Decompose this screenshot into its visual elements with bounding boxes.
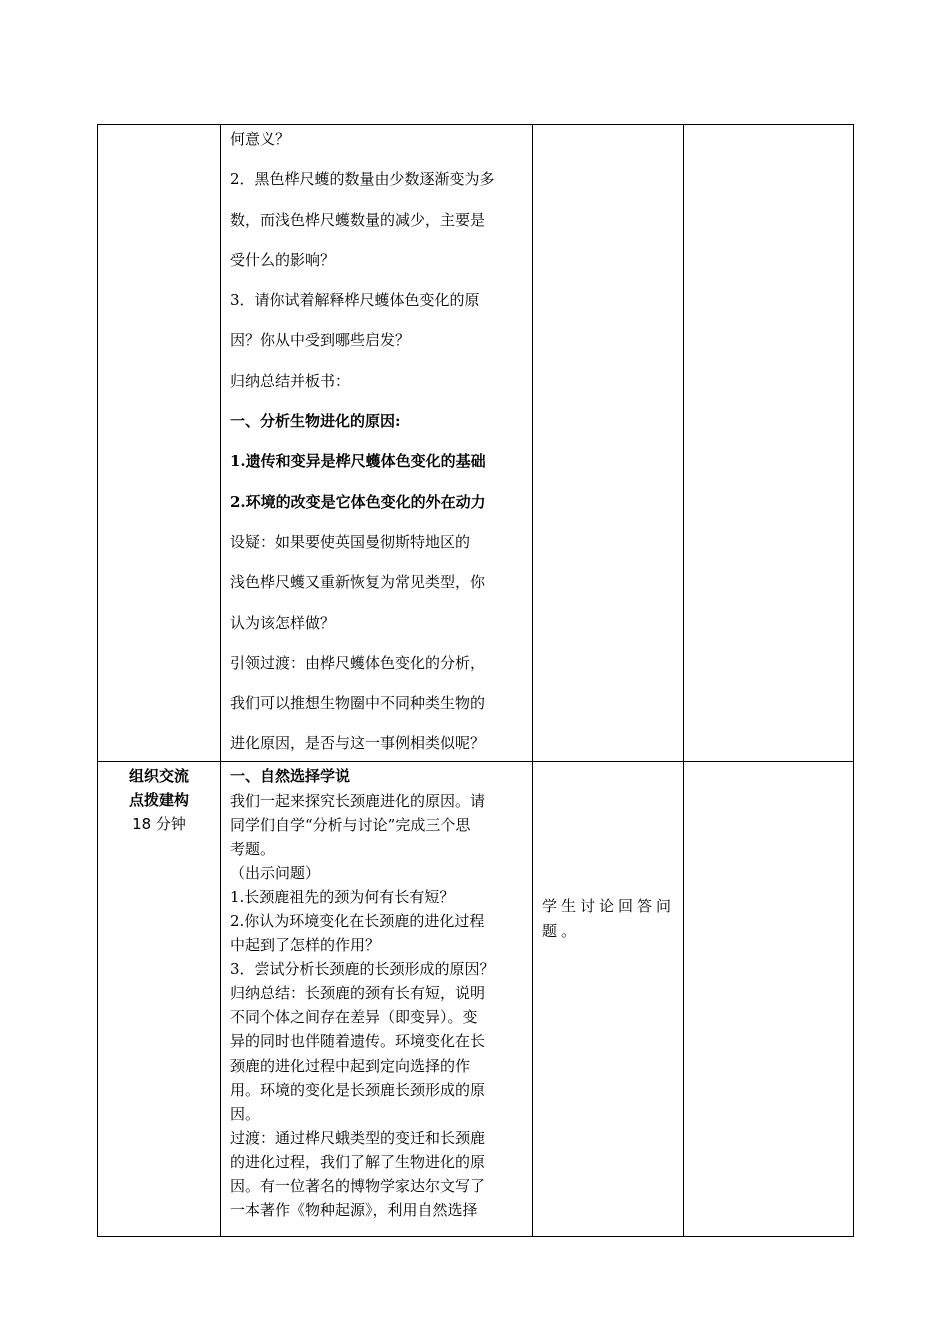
- stage-label: 点拨建构: [128, 791, 189, 810]
- text-line: 归纳总结并板书：: [230, 371, 351, 390]
- lesson-plan-table: [97, 124, 854, 1237]
- student-activity-cell: [533, 762, 684, 1237]
- text-line: 设疑：如果要使英国曼彻斯特地区的: [230, 532, 471, 551]
- teacher-activity-cell: [221, 762, 533, 1237]
- text-line: 1.长颈鹿祖先的颈为何有长有短？: [230, 887, 455, 906]
- text-line: 同学们自学“分析与讨论”完成三个思: [230, 815, 471, 834]
- text-line: 因？你从中受到哪些启发？: [230, 331, 411, 350]
- text-line: 3．请你试着解释桦尺蠖体色变化的原: [230, 291, 480, 310]
- text-line: 的进化过程，我们了解了生物进化的原: [230, 1152, 486, 1171]
- text-line: 一、自然选择学说: [230, 767, 351, 786]
- text-line: 因。有一位著名的博物学家达尔文写了: [230, 1177, 486, 1196]
- stage-duration: 18 分钟: [132, 815, 186, 834]
- stage-label: 组织交流: [128, 767, 189, 786]
- teacher-activity-cell: [221, 125, 533, 762]
- text-line: 归纳总结：长颈鹿的颈有长有短，说明: [230, 984, 486, 1003]
- text-line: 一、分析生物进化的原因:: [230, 412, 401, 431]
- text-line: 我们可以推想生物圈中不同种类生物的: [230, 694, 486, 713]
- text-line: 考题。: [230, 839, 276, 858]
- table-row: [98, 125, 854, 762]
- text-line: 不同个体之间存在差异（即变异）。变: [230, 1008, 478, 1027]
- text-line: 数，而浅色桦尺蠖数量的减少，主要是: [230, 210, 486, 229]
- text-line: 受什么的影响？: [230, 250, 336, 269]
- text-line: 我们一起来探究长颈鹿进化的原因。请: [230, 791, 486, 810]
- design-intent-cell: [684, 125, 854, 762]
- text-line: 中起到了怎样的作用？: [230, 936, 381, 955]
- design-intent-cell: [684, 762, 854, 1237]
- text-line: 何意义？: [230, 130, 291, 148]
- stage-cell: [98, 125, 221, 762]
- table-row: [98, 762, 854, 1237]
- student-activity-text: 学生讨论回答问题。: [542, 897, 676, 941]
- text-line: 3．尝试分析长颈鹿的长颈形成的原因？: [230, 960, 495, 979]
- text-line: 引领过渡：由桦尺蠖体色变化的分析，: [230, 653, 486, 672]
- text-line: 颈鹿的进化过程中起到定向选择的作: [230, 1056, 471, 1075]
- text-line: 过渡：通过桦尺蛾类型的变迁和长颈鹿: [230, 1128, 486, 1147]
- text-line: 异的同时也伴随着遗传。环境变化在长: [230, 1032, 486, 1051]
- text-line: （出示问题）: [230, 863, 321, 882]
- stage-cell: [98, 762, 221, 1237]
- student-activity-cell: [533, 125, 684, 762]
- text-line: 1.遗传和变异是桦尺蠖体色变化的基础: [230, 452, 486, 471]
- text-line: 用。环境的变化是长颈鹿长颈形成的原: [230, 1080, 486, 1099]
- text-line: 因。: [230, 1104, 261, 1123]
- text-line: 一本著作《物种起源》，利用自然选择: [230, 1201, 478, 1220]
- teacher-activity-text: [221, 125, 532, 753]
- text-line: 认为该怎样做？: [230, 613, 336, 632]
- text-line: 2．黑色桦尺蠖的数量由少数逐渐变为多: [230, 170, 495, 189]
- text-line: 进化原因，是否与这一事例相类似呢？: [230, 734, 486, 753]
- text-line: 2.你认为环境变化在长颈鹿的进化过程: [230, 912, 485, 931]
- teacher-activity-text: [221, 762, 532, 1222]
- text-line: 浅色桦尺蠖又重新恢复为常见类型，你: [230, 573, 486, 592]
- text-line: 2.环境的改变是它体色变化的外在动力: [230, 492, 486, 511]
